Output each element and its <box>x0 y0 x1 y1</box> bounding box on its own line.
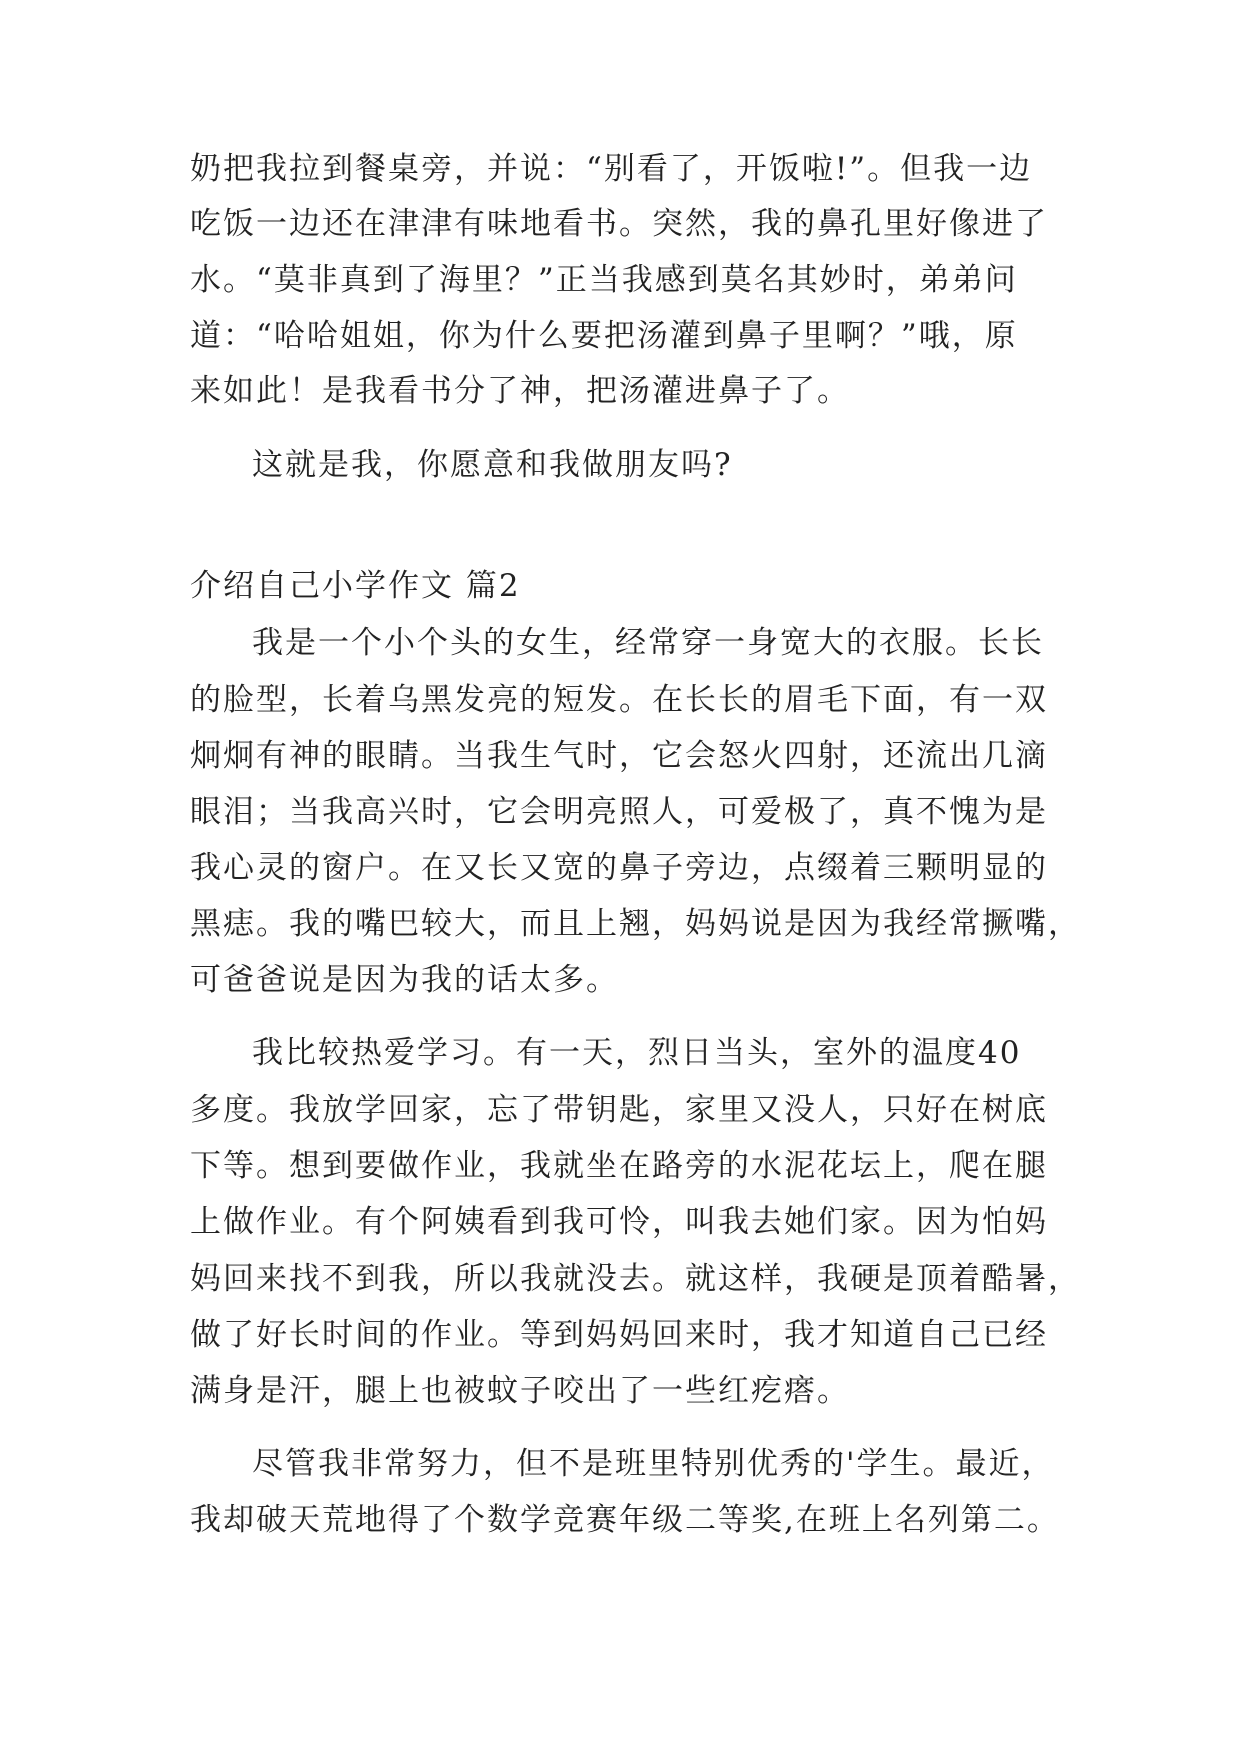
text-line: 眼泪；当我高兴时，它会明亮照人，可爱极了，真不愧为是 <box>190 794 1048 830</box>
text-line: 多度。我放学回家，忘了带钥匙，家里又没人，只好在树底 <box>190 1092 1048 1128</box>
text-line: 黑痣。我的嘴巴较大，而且上翘，妈妈说是因为我经常撅嘴， <box>190 906 1081 942</box>
text-line: 我比较热爱学习。有一天，烈日当头，室外的温度40 <box>252 1035 1022 1071</box>
text-line: 可爸爸说是因为我的话太多。 <box>190 962 619 998</box>
text-line: 做了好长时间的作业。等到妈妈回来时，我才知道自己已经 <box>190 1317 1048 1353</box>
text-line: 水。“莫非真到了海里？”正当我感到莫名其妙时，弟弟问 <box>190 262 1018 298</box>
text-line: 炯炯有神的眼睛。当我生气时，它会怒火四射，还流出几滴 <box>190 738 1048 774</box>
closing-line: 这就是我，你愿意和我做朋友吗? <box>252 447 733 483</box>
text-line: 尽管我非常努力，但不是班里特别优秀的'学生。最近， <box>252 1446 1055 1482</box>
text-line: 的脸型，长着乌黑发亮的短发。在长长的眉毛下面，有一双 <box>190 682 1048 718</box>
text-line: 道：“哈哈姐姐，你为什么要把汤灌到鼻子里啊？”哦，原 <box>190 318 1018 354</box>
text-line: 我却破天荒地得了个数学竞赛年级二等奖,在班上名列第二。 <box>190 1502 1060 1538</box>
text-line: 上做作业。有个阿姨看到我可怜，叫我去她们家。因为怕妈 <box>190 1204 1048 1240</box>
text-line: 吃饭一边还在津津有味地看书。突然，我的鼻孔里好像进了 <box>190 206 1048 242</box>
text-line: 我是一个小个头的女生，经常穿一身宽大的衣服。长长 <box>252 625 1044 661</box>
text-line: 我心灵的窗户。在又长又宽的鼻子旁边，点缀着三颗明显的 <box>190 850 1048 886</box>
text-line: 满身是汗，腿上也被蚊子咬出了一些红疙瘩。 <box>190 1373 850 1409</box>
section-heading: 介绍自己小学作文 篇2 <box>190 568 521 604</box>
text-line: 妈回来找不到我，所以我就没去。就这样，我硬是顶着酷暑， <box>190 1261 1081 1297</box>
text-line: 来如此！是我看书分了神，把汤灌进鼻子了。 <box>190 373 850 409</box>
text-line: 下等。想到要做作业，我就坐在路旁的水泥花坛上，爬在腿 <box>190 1148 1048 1184</box>
text-line: 奶把我拉到餐桌旁，并说：“别看了，开饭啦!”。但我一边 <box>190 151 1033 187</box>
